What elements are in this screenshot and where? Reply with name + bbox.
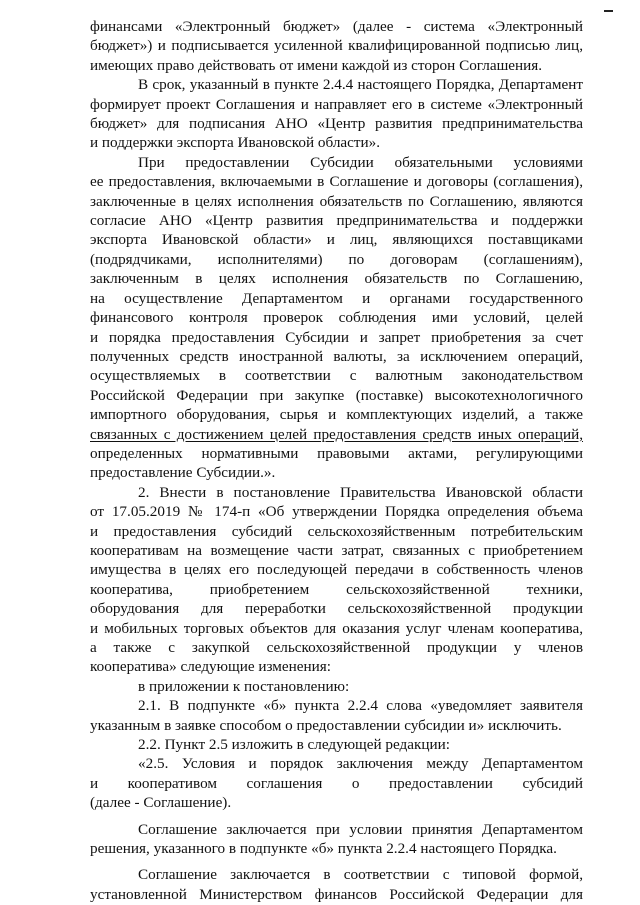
text-line: финансами «Электронный бюджет» (далее - система «Электронный (90, 18, 583, 35)
text-line: 2.1. В подпункте «б» пункта 2.2.4 слова «уведомляет заявителя (138, 697, 583, 715)
text-line: ее предоставления, включаемыми в Соглашение и договоры (соглашения), (90, 173, 583, 191)
text-line: и предоставления субсидий сельскохозяйственным потребительским (90, 522, 583, 540)
paragraph-3 (90, 153, 583, 483)
paragraph-5 (90, 677, 583, 696)
text-line: Соглашение заключается в соответствии с типовой формой, (138, 866, 583, 884)
paragraph-8 (90, 754, 583, 812)
text-line: имущества в целях его последующей передачи в собственность членов (90, 561, 583, 579)
text-line: решения, указанного в подпункте «б» пункта 2.2.4 настоящего Порядка. (90, 840, 557, 858)
text-line: (подрядчиками, исполнителями) по договорам (соглашениям), (90, 250, 583, 268)
text-line: 2.2. Пункт 2.5 изложить в следующей редакции: (138, 736, 451, 754)
text-line: заключенным в целях исполнения обязательств по Соглашению, (90, 270, 583, 288)
text-line: «2.5. Условия и порядок заключения между Департаментом (138, 755, 583, 773)
paragraph-6 (90, 696, 583, 735)
text-line: на осуществление Департаментом и органами государственного (90, 289, 583, 307)
text-line: предоставление Субсидии.». (90, 464, 276, 482)
text-line: 2. Внести в постановление Правительства Ивановской области (138, 483, 583, 501)
text-line: При предоставлении Субсидии обязательными условиями (138, 153, 583, 171)
text-line: В срок, указанный в пункте 2.4.4 настоящего Порядка, Департамент (138, 76, 583, 94)
paragraph-10 (90, 865, 583, 904)
text-line: и поддержки экспорта Ивановской области». (90, 134, 381, 152)
paragraph-7 (90, 735, 583, 754)
paragraph-9 (90, 820, 583, 859)
text-line: а также с закупкой сельскохозяйственной продукции у членов (90, 639, 583, 656)
text-line: в приложении к постановлению: (138, 677, 350, 695)
text-line: и порядка предоставления Субсидии и запрет приобретения за счет (90, 328, 583, 346)
text-line: заключенные в целях исполнения обязательств по Соглашению, являются (90, 192, 583, 210)
text-line: имеющих право действовать от имени каждой из сторон Соглашения. (90, 56, 543, 74)
text-line: финансового контроля проверок соблюдения ими условий, целей (90, 309, 583, 327)
text-line: согласие АНО «Центр развития предпринимательства и поддержки (90, 212, 583, 230)
text-line: и кооперативом соглашения о предоставлении субсидий (90, 774, 583, 792)
text-line-underlined: связанных с достижением целей предоставления средств иных операций, (90, 425, 583, 443)
paragraph-2 (90, 75, 583, 153)
paragraph-1 (90, 17, 583, 75)
text-line: кооператива, приобретением сельскохозяйственной техники, (90, 580, 583, 598)
text-line: экспорта Ивановской области» и лиц, являющихся поставщиками (90, 231, 583, 249)
paragraph-4 (90, 483, 583, 677)
text-line: импортного оборудования, сырья и комплектующих изделий, а также (90, 406, 583, 424)
text-line: формирует проект Соглашения и направляет его в системе «Электронный (90, 95, 583, 113)
text-line: осуществляемых в соответствии с валютным законодательством (90, 367, 583, 385)
text-line: установленной Министерством финансов Российской Федерации для (90, 885, 583, 903)
page-corner-mark (604, 10, 613, 12)
text-line: от 17.05.2019 № 174-п «Об утверждении Порядка определения объема (90, 503, 583, 521)
text-line: Соглашение заключается при условии принятия Департаментом (138, 820, 583, 838)
text-line: бюджет») и подписывается усиленной квалифицированной подписью лиц, (90, 37, 583, 55)
document-body (90, 17, 583, 904)
text-line: оборудования для переработки сельскохозяйственной продукции (90, 600, 583, 618)
text-line: Российской Федерации при закупке (поставке) высокотехнологичного (90, 386, 583, 404)
text-line: кооператива» следующие изменения: (90, 658, 331, 676)
text-line: полученных средств иностранной валюты, за исключением операций, (90, 347, 583, 365)
text-line: указанным в заявке способом о предоставлении субсидии и» исключить. (90, 716, 562, 734)
text-line: определенных нормативными правовыми актами, регулирующими (90, 444, 583, 462)
text-line: бюджет» для подписания АНО «Центр развития предпринимательства (90, 115, 583, 133)
text-line: (далее - Соглашение). (90, 794, 232, 812)
text-line: кооперативам на возмещение части затрат, связанных с приобретением (90, 541, 583, 559)
text-line: и мобильных торговых объектов для оказания услуг членам кооператива, (90, 619, 583, 637)
